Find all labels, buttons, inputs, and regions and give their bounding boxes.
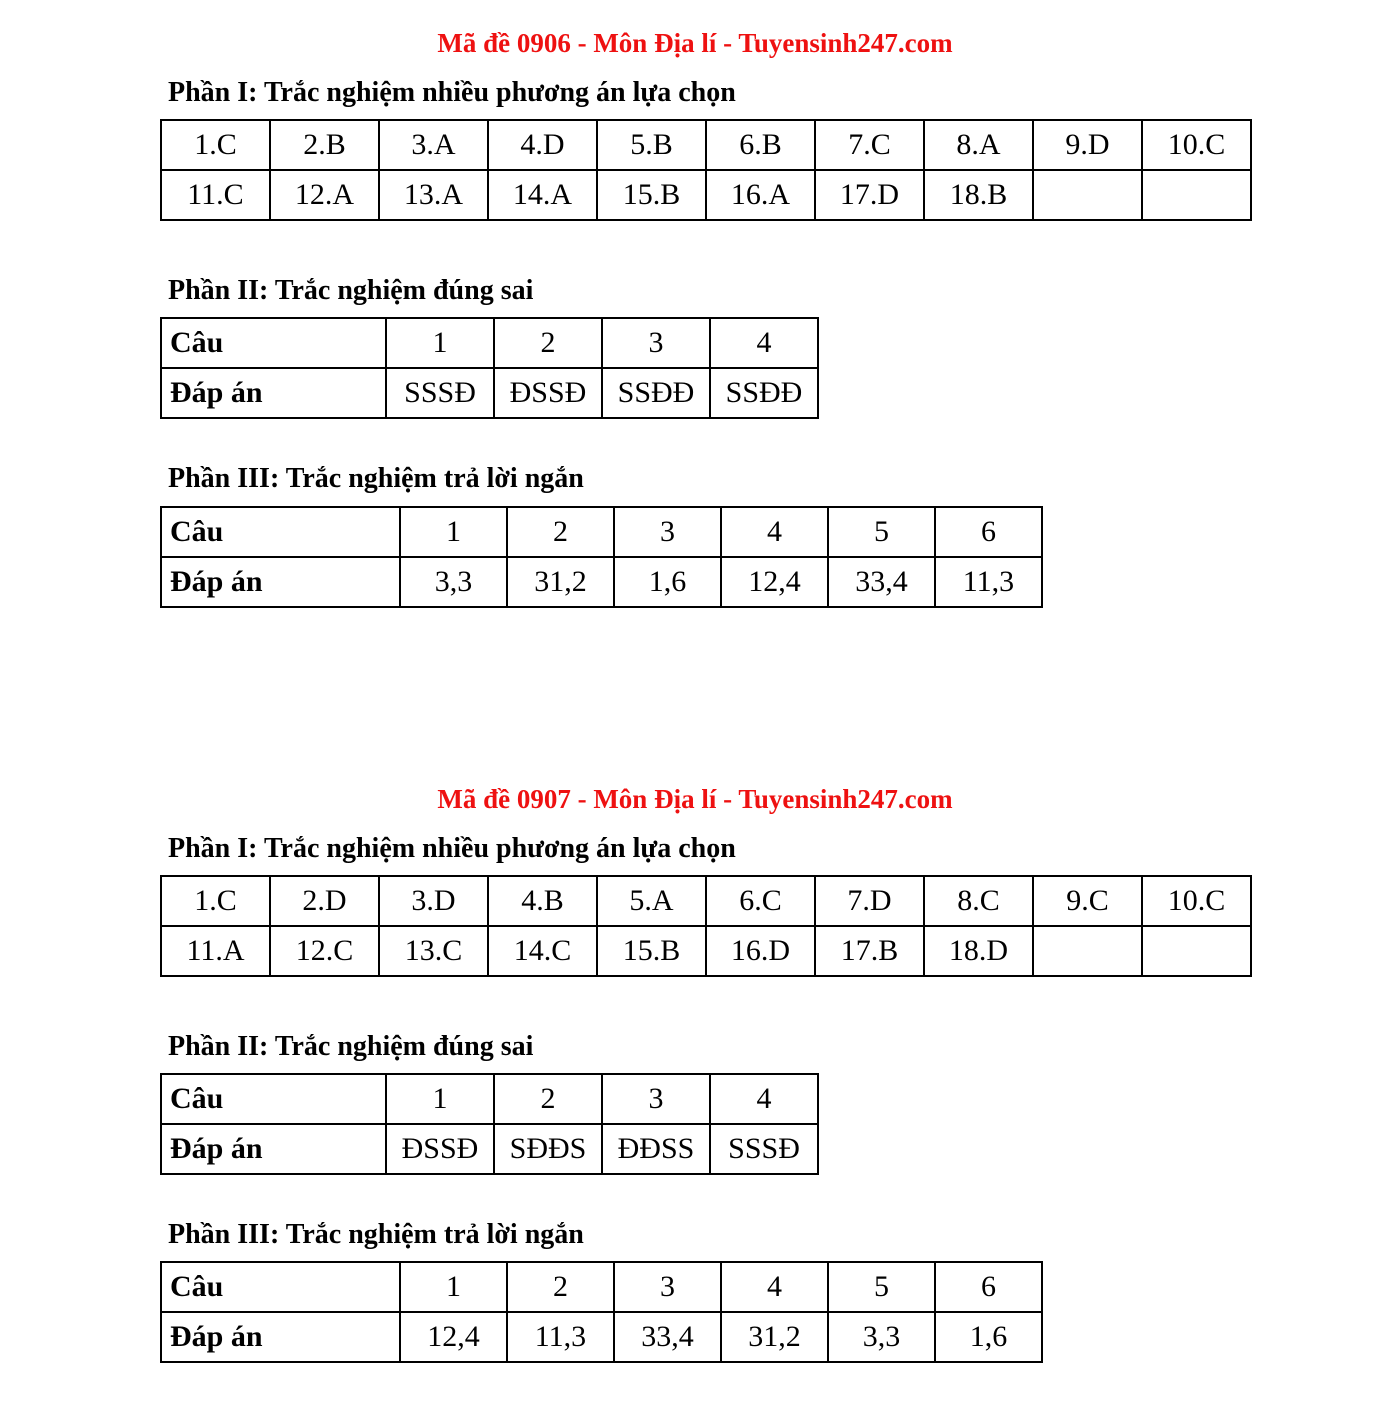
- table-row: [161, 120, 1251, 170]
- mc-answer-cell: [1142, 170, 1251, 220]
- exam-section-0907: [0, 608, 1390, 1364]
- mc-answer-cell: 16.D: [706, 926, 815, 976]
- question-number-cell: 2: [494, 1074, 602, 1124]
- question-number-cell: 3: [602, 1074, 710, 1124]
- question-number-cell: 3: [614, 507, 721, 557]
- short-answer-cell: 1,6: [935, 1312, 1042, 1362]
- question-number-cell: 4: [721, 507, 828, 557]
- question-number-cell: 3: [614, 1262, 721, 1312]
- short-answer-cell: 1,6: [614, 557, 721, 607]
- question-number-cell: 6: [935, 1262, 1042, 1312]
- part3-answer-table: [160, 1261, 1043, 1363]
- short-answer-cell: 12,4: [400, 1312, 507, 1362]
- table-row: [161, 1262, 1042, 1312]
- question-number-cell: 4: [721, 1262, 828, 1312]
- mc-answer-cell: [1033, 170, 1142, 220]
- short-answer-cell: 11,3: [507, 1312, 614, 1362]
- row-label-cell: Câu: [161, 507, 400, 557]
- short-answer-cell: 33,4: [828, 557, 935, 607]
- question-number-cell: 4: [710, 1074, 818, 1124]
- table-row: [161, 926, 1251, 976]
- tf-answer-cell: ĐSSĐ: [386, 1124, 494, 1174]
- question-number-cell: 3: [602, 318, 710, 368]
- table-row: [161, 368, 818, 418]
- question-number-cell: 5: [828, 507, 935, 557]
- question-number-cell: 2: [507, 507, 614, 557]
- tf-answer-cell: SSĐĐ: [710, 368, 818, 418]
- tf-answer-cell: ĐĐSS: [602, 1124, 710, 1174]
- mc-answer-cell: 10.C: [1142, 876, 1251, 926]
- short-answer-cell: 33,4: [614, 1312, 721, 1362]
- short-answer-cell: 3,3: [400, 557, 507, 607]
- exam-section-0906: [0, 0, 1390, 608]
- table-row: [161, 1074, 818, 1124]
- question-number-cell: 5: [828, 1262, 935, 1312]
- question-number-cell: 4: [710, 318, 818, 368]
- short-answer-cell: 11,3: [935, 557, 1042, 607]
- mc-answer-cell: 6.B: [706, 120, 815, 170]
- mc-answer-cell: 8.A: [924, 120, 1033, 170]
- row-label-cell: Câu: [161, 1074, 386, 1124]
- mc-answer-cell: 2.B: [270, 120, 379, 170]
- answer-label-cell: Đáp án: [161, 557, 400, 607]
- part3-heading: Phần III: Trắc nghiệm trả lời ngắn: [168, 463, 584, 495]
- short-answer-cell: 12,4: [721, 557, 828, 607]
- mc-answer-cell: 1.C: [161, 876, 270, 926]
- part2-answer-table: [160, 1073, 819, 1175]
- mc-answer-cell: 1.C: [161, 120, 270, 170]
- mc-answer-cell: 7.D: [815, 876, 924, 926]
- question-number-cell: 1: [400, 1262, 507, 1312]
- mc-answer-cell: 14.A: [488, 170, 597, 220]
- table-row: [161, 170, 1251, 220]
- mc-answer-cell: [1142, 926, 1251, 976]
- mc-answer-cell: 17.B: [815, 926, 924, 976]
- part1-heading: Phần I: Trắc nghiệm nhiều phương án lựa chọn: [168, 77, 736, 109]
- tf-answer-cell: SSSĐ: [386, 368, 494, 418]
- mc-answer-cell: 16.A: [706, 170, 815, 220]
- mc-answer-cell: 17.D: [815, 170, 924, 220]
- mc-answer-cell: 11.C: [161, 170, 270, 220]
- mc-answer-cell: 15.B: [597, 170, 706, 220]
- question-number-cell: 2: [494, 318, 602, 368]
- mc-answer-cell: 4.B: [488, 876, 597, 926]
- mc-answer-cell: 9.C: [1033, 876, 1142, 926]
- question-number-cell: 2: [507, 1262, 614, 1312]
- tf-answer-cell: SSĐĐ: [602, 368, 710, 418]
- mc-answer-cell: 18.D: [924, 926, 1033, 976]
- question-number-cell: 6: [935, 507, 1042, 557]
- mc-answer-cell: 3.D: [379, 876, 488, 926]
- part1-heading: Phần I: Trắc nghiệm nhiều phương án lựa chọn: [168, 832, 736, 864]
- mc-answer-cell: 11.A: [161, 926, 270, 976]
- mc-answer-cell: 18.B: [924, 170, 1033, 220]
- question-number-cell: 1: [386, 1074, 494, 1124]
- tf-answer-cell: SĐĐS: [494, 1124, 602, 1174]
- part1-answer-table: [160, 119, 1252, 221]
- table-row: [161, 557, 1042, 607]
- table-row: [161, 876, 1251, 926]
- mc-answer-cell: 15.B: [597, 926, 706, 976]
- mc-answer-cell: 4.D: [488, 120, 597, 170]
- section-title: Mã đề 0907 - Môn Địa lí - Tuyensinh247.com: [437, 783, 953, 814]
- table-row: [161, 1124, 818, 1174]
- row-label-cell: Câu: [161, 318, 386, 368]
- short-answer-cell: 31,2: [507, 557, 614, 607]
- table-row: [161, 507, 1042, 557]
- answer-label-cell: Đáp án: [161, 1312, 400, 1362]
- part3-heading: Phần III: Trắc nghiệm trả lời ngắn: [168, 1219, 584, 1251]
- section-title: Mã đề 0906 - Môn Địa lí - Tuyensinh247.com: [437, 28, 953, 58]
- mc-answer-cell: 12.C: [270, 926, 379, 976]
- tf-answer-cell: ĐSSĐ: [494, 368, 602, 418]
- mc-answer-cell: 8.C: [924, 876, 1033, 926]
- mc-answer-cell: 13.C: [379, 926, 488, 976]
- part2-answer-table: [160, 317, 819, 419]
- answer-label-cell: Đáp án: [161, 1124, 386, 1174]
- short-answer-cell: 3,3: [828, 1312, 935, 1362]
- answer-label-cell: Đáp án: [161, 368, 386, 418]
- question-number-cell: 1: [386, 318, 494, 368]
- mc-answer-cell: 5.B: [597, 120, 706, 170]
- tf-answer-cell: SSSĐ: [710, 1124, 818, 1174]
- table-row: [161, 318, 818, 368]
- mc-answer-cell: 5.A: [597, 876, 706, 926]
- part1-answer-table: [160, 875, 1252, 977]
- part2-heading: Phần II: Trắc nghiệm đúng sai: [168, 275, 534, 307]
- mc-answer-cell: 14.C: [488, 926, 597, 976]
- mc-answer-cell: 6.C: [706, 876, 815, 926]
- part3-answer-table: [160, 506, 1043, 608]
- mc-answer-cell: 10.C: [1142, 120, 1251, 170]
- mc-answer-cell: 13.A: [379, 170, 488, 220]
- mc-answer-cell: 9.D: [1033, 120, 1142, 170]
- question-number-cell: 1: [400, 507, 507, 557]
- mc-answer-cell: 2.D: [270, 876, 379, 926]
- short-answer-cell: 31,2: [721, 1312, 828, 1362]
- mc-answer-cell: 7.C: [815, 120, 924, 170]
- mc-answer-cell: [1033, 926, 1142, 976]
- table-row: [161, 1312, 1042, 1362]
- part2-heading: Phần II: Trắc nghiệm đúng sai: [168, 1030, 534, 1062]
- row-label-cell: Câu: [161, 1262, 400, 1312]
- mc-answer-cell: 3.A: [379, 120, 488, 170]
- mc-answer-cell: 12.A: [270, 170, 379, 220]
